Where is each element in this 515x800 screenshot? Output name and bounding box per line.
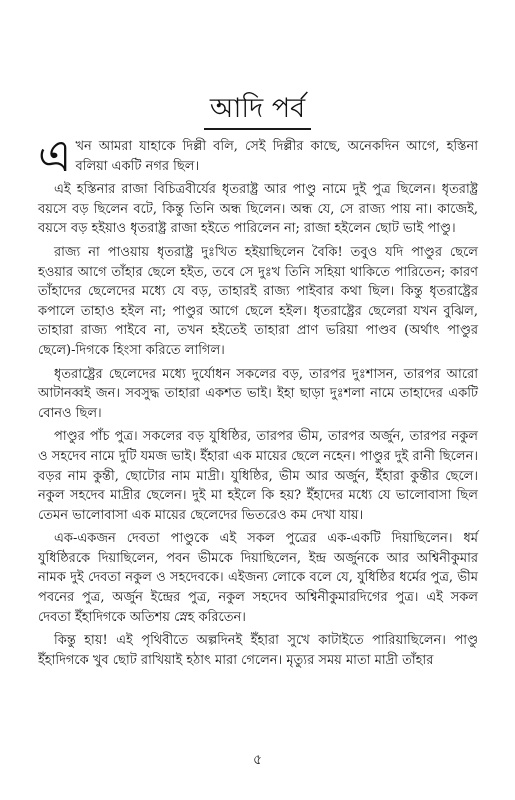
paragraph-2: এই হস্তিনার রাজা বিচিত্রবীর্যের ধৃতরাষ্ট্র আর পাণ্ডু নামে দুই পুত্র ছিলেন। ধৃতরাষ্ট্র বয়সে বড় ছিলেন বটে, কিন্তু তিনি অন্ধ ছিলেন। অন্ধ যে, সে রাজ্য পায় না। কাজেই, বয়সে বড় হইয়াও ধৃতরাষ্ট্র রাজা হইতে পারিলেন না; রাজা হইলেন ছোট ভাই পাণ্ডু। — [38, 182, 478, 237]
chapter-title-wrap — [0, 92, 515, 130]
paragraph-6: এক-একজন দেবতা পাণ্ডুকে এই সকল পুত্রের এক-একটি দিয়াছিলেন। ধর্ম যুধিষ্ঠিরকে দিয়াছিলেন, পবন ভীমকে দিয়াছিলেন, ইন্দ্র অর্জুনকে আর অশ্বিনীকুমার নামক দুই দেবতা নকুল ও সহদেবকে। এইজন্য লোকে বলে যে, যুধিষ্ঠির ধর্মের পুত্র, ভীম পবনের পুত্র, অর্জুন ইন্দ্রের পুত্র, নকুল সহদেব অশ্বিনীকুমারদিগের পুত্র। এই সকল দেবতা ইঁহাদিগকে অতিশয় স্নেহ করিতেন। — [38, 531, 478, 625]
page-number: ৫ — [252, 752, 263, 768]
paragraph-1 — [38, 131, 478, 182]
paragraph-7: কিন্তু হায়! এই পৃথিবীতে অল্পদিনই ইঁহারা সুখে কাটাইতে পারিয়াছিলেন। পাণ্ডু ইঁহাদিগকে খুব ছোট রাখিয়াই হঠাৎ মারা গেলেন। মৃত্যুর সময় মাতা মাদ্রী তাঁহার — [38, 633, 478, 668]
paragraph-5: পাণ্ডুর পাঁচ পুত্র। সকলের বড় যুধিষ্ঠির, তারপর ভীম, তারপর অর্জুন, তারপর নকুল ও সহদেব নামে দুটি যমজ ভাই। ইঁহারা এক মায়ের ছেলে নহেন। পাণ্ডুর দুই রানী ছিলেন। বড়র নাম কুন্তী, ছোটোর নাম মাদ্রী। যুধিষ্ঠির, ভীম আর অর্জুন, ইঁহারা কুন্তীর ছেলে। নকুল সহদেব মাদ্রীর ছেলেন। দুই মা হইলে কি হয়? ইঁহাদের মধ্যে যে ভালোবাসা ছিল তেমন ভালোবাসা এক মায়ের ছেলেদের ভিতরেও কম দেখা যায়। — [38, 429, 478, 523]
paragraph-1-text: খন আমরা যাহাকে দিল্লী বলি, সেই দিল্লীর কাছে, অনেকদিন আগে, হস্তিনা বলিয়া একটি নগর ছিল। — [75, 139, 478, 174]
paragraph-4: ধৃতরাষ্ট্রের ছেলেদের মধ্যে দুর্যোধন সকলের বড়, তারপর দুঃশাসন, তারপর আরো আটানব্বই জন। সবসুদ্ধ তাহারা একশত ভাই। ইহা ছাড়া দুঃশলা নামে তাহাদের একটি বোনও ছিল। — [38, 366, 478, 421]
drop-cap-letter: এ — [38, 131, 72, 182]
chapter-body — [38, 131, 478, 674]
paragraph-3: রাজ্য না পাওয়ায় ধৃতরাষ্ট্র দুঃখিত হইয়াছিলেন বৈকি! তবুও যদি পাণ্ডুর ছেলে হওয়ার আগে তাঁহার ছেলে হইত, তবে সে দুঃখ তিনি সহিয়া থাকিতে পারিতেন; কারণ তাঁহাদের ছেলেদের মধ্যে যে বড়, তাহারই রাজ্য পাইবার কথা ছিল। কিন্তু ধৃতরাষ্ট্রের কপালে তাহাও হইল না; পাণ্ডুর আগে ছেলে হইল। ধৃতরাষ্ট্রের ছেলেরা যখন বুঝিল, তাহারা রাজ্য পাইবে না, তখন হইতেই তাহারা প্রাণ ভরিয়া পাণ্ডব (অর্থাৎ পাণ্ডুর ছেলে)-দিগকে হিংসা করিতে লাগিল। — [38, 244, 478, 358]
chapter-title: আদি পর্ব — [204, 92, 311, 130]
